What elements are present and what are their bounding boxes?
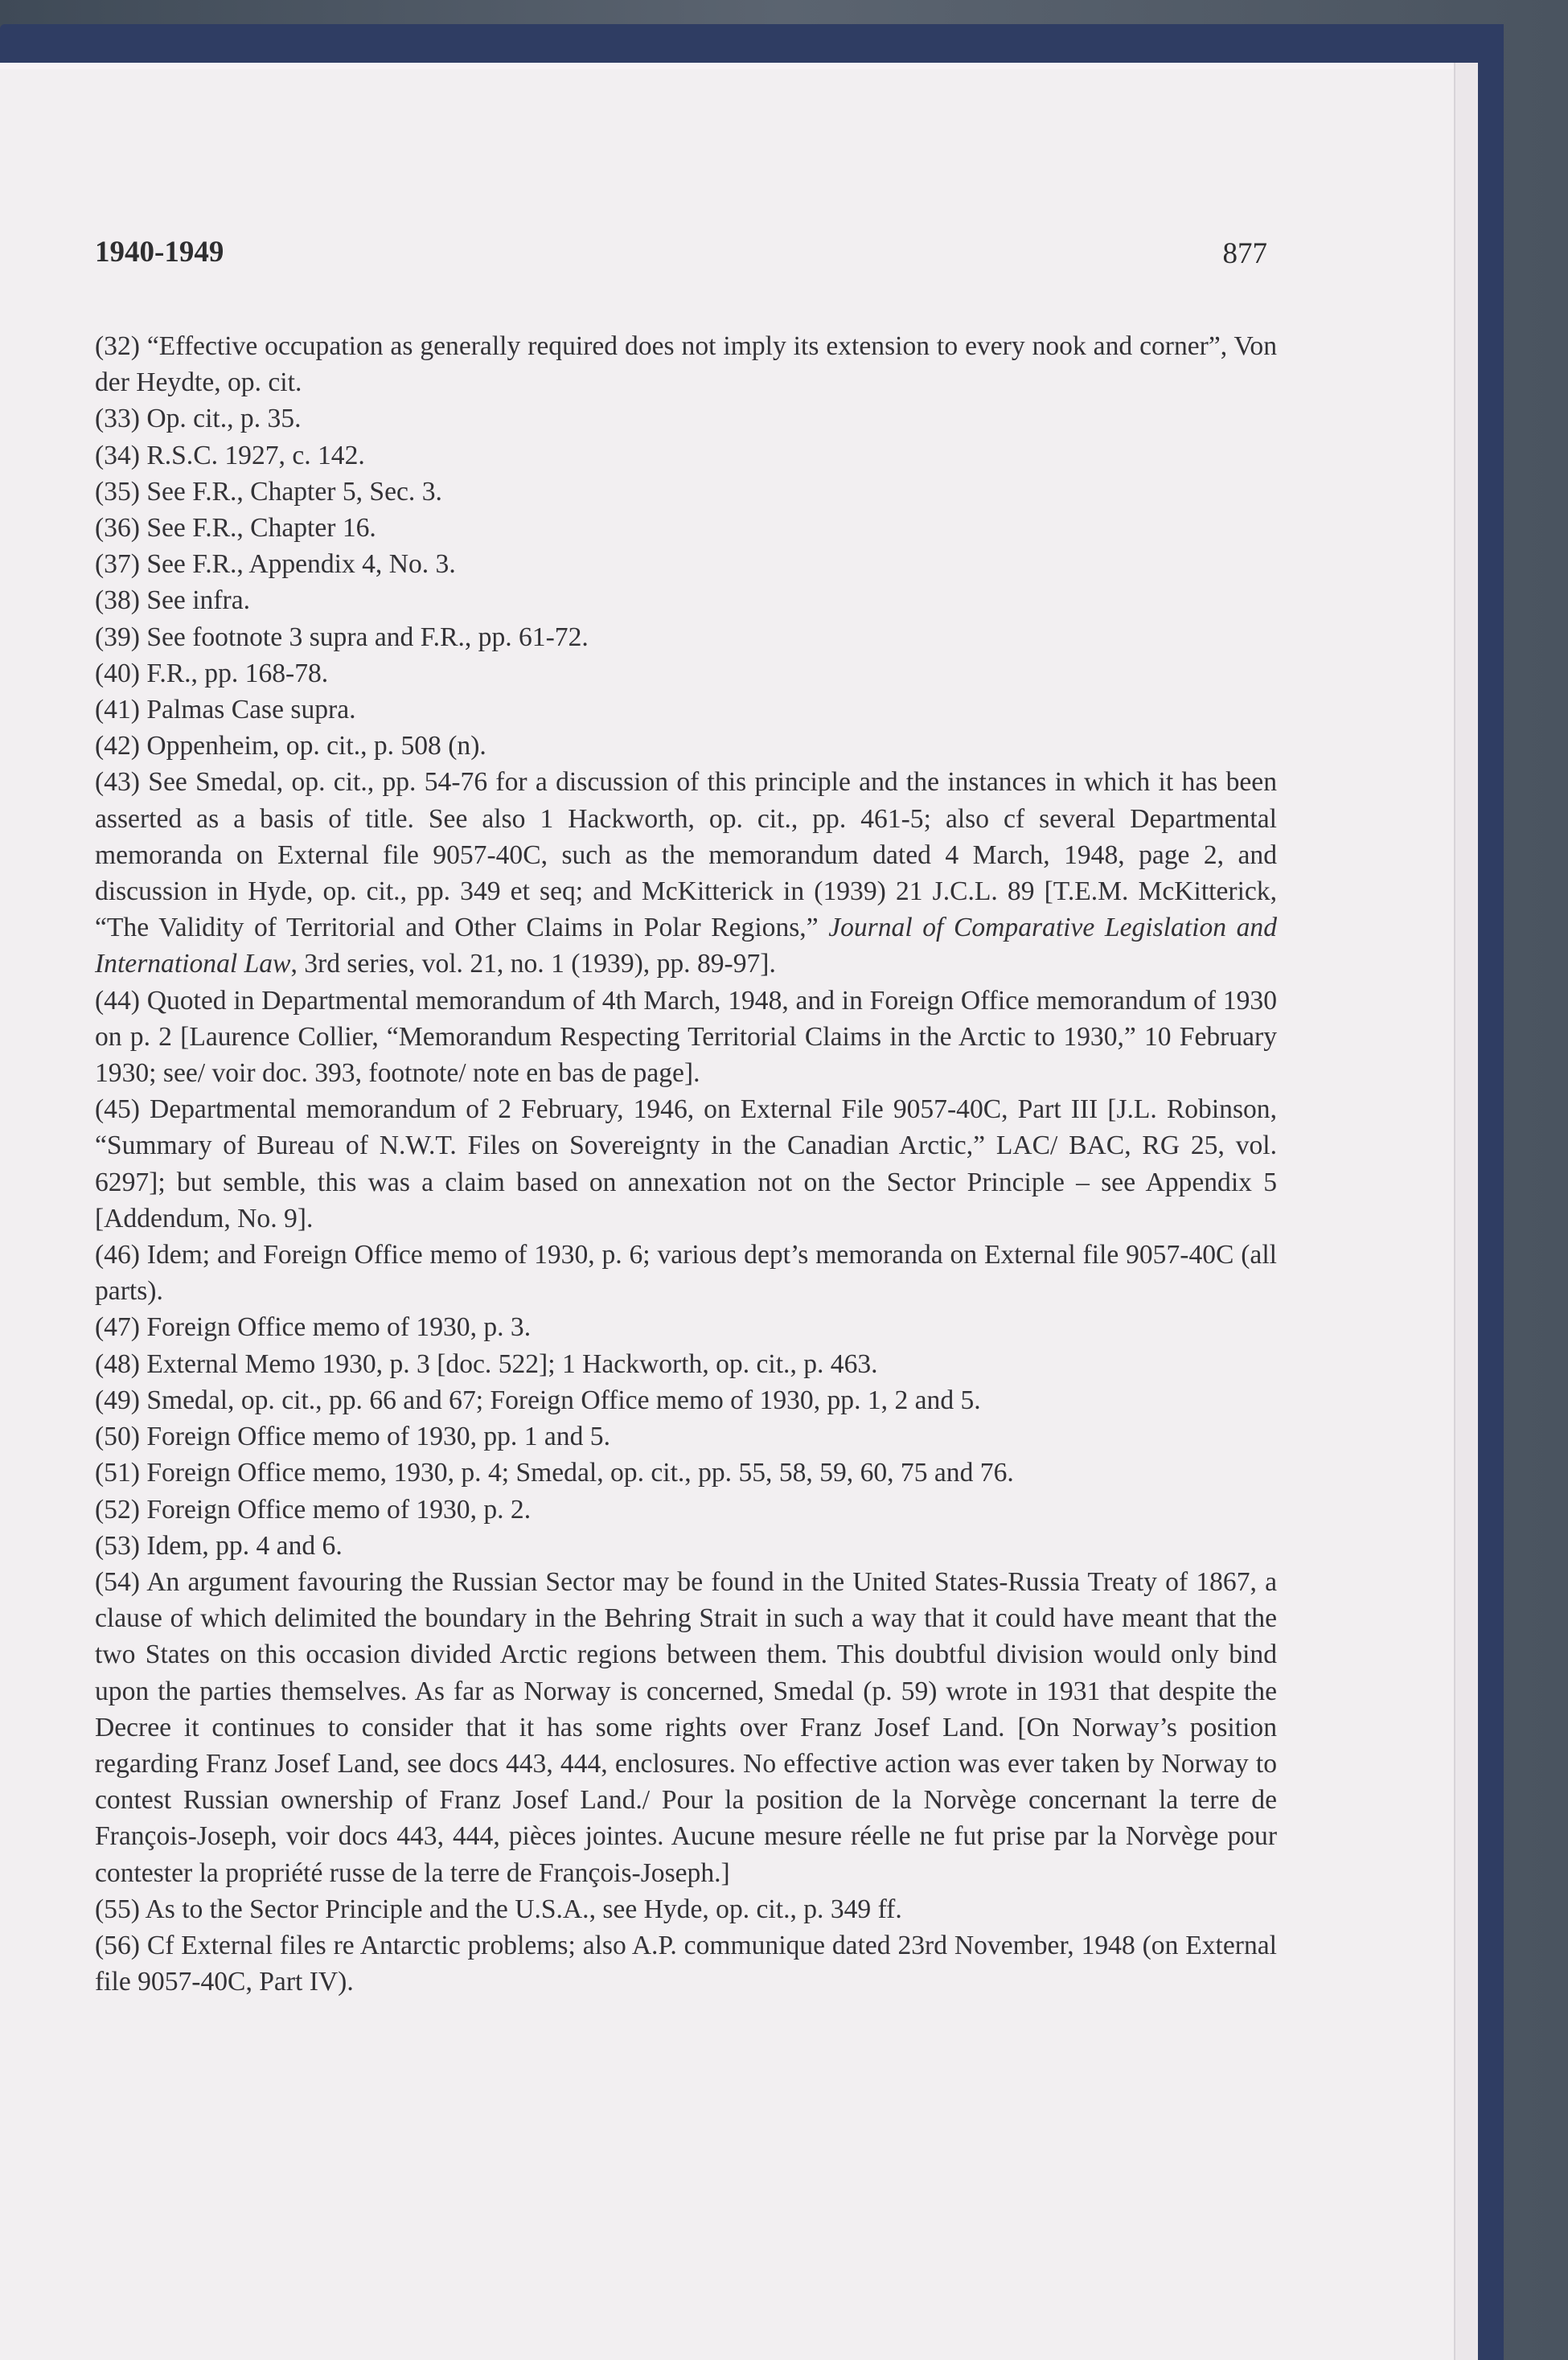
endnote-56: (56) Cf External files re Antarctic problems; also A.P. communique dated 23rd November, 1948 (on External file 9057-40C, Part IV).: [95, 1930, 1277, 1997]
endnote-39: (39) See footnote 3 supra and F.R., pp. 61-72.: [95, 622, 589, 652]
endnote-36: (36) See F.R., Chapter 16.: [95, 513, 376, 544]
endnote-37: (37) See F.R., Appendix 4, No. 3.: [95, 549, 456, 580]
endnote-43: [95, 764, 1277, 982]
endnote-40: (40) F.R., pp. 168-78.: [95, 658, 329, 688]
endnotes: [95, 328, 1277, 2000]
endnote-33: (33) Op. cit., p. 35.: [95, 404, 302, 434]
endnote-38: (38) See infra.: [95, 585, 250, 616]
endnote-54: (54) An argument favouring the Russian Sector may be found in the United States-Russia Treaty of 1867, a clause of which delimited the boundary in the Behring Strait in such a way that it could have meant that the two States on this occasion divided Arctic regions between them. This doubtful division would only bind upon the parties themselves. As far as Norway is concerned, Smedal (p. 59) wrote in 1931 that despite the Decree it continues to consider that it has some rights over Franz Josef Land. [On Norway’s position regarding Franz Josef Land, see docs 443, 444, enclosures. No effective action was ever taken by Norway to contest Russian ownership of Franz Josef Land./ Pour la position de la Norvège concernant la terre de François-Joseph, voir docs 443, 444, pièces jointes. Aucune mesure réelle ne fut prise par la Norvège pour contester la propriété russe de la terre de François-Joseph.]: [95, 1566, 1277, 1888]
endnote-32: (32) “Effective occupation as generally required does not imply its extension to every nook and corner”, Von der Heydte, op. cit.: [95, 331, 1277, 398]
endnote-48: (48) External Memo 1930, p. 3 [doc. 522]; 1 Hackworth, op. cit., p. 463.: [95, 1348, 878, 1379]
endnote-51: (51) Foreign Office memo, 1930, p. 4; Smedal, op. cit., pp. 55, 58, 59, 60, 75 and 76.: [95, 1458, 1014, 1488]
journal-title: Journal of Comparative Legislation and International Law: [95, 913, 1277, 979]
endnote-43-text-end: , 3rd series, vol. 21, no. 1 (1939), pp. 89-97].: [290, 949, 776, 979]
running-head: 1940-1949: [95, 236, 224, 269]
endnote-43-text: (43) See Smedal, op. cit., pp. 54-76 for a discussion of this principle and the instances in which it has been asserted as a basis of title. See also 1 Hackworth, op. cit., pp. 461-5; also cf several Departmental memoranda on External file 9057-40C, such as the memorandum dated 4 March, 1948, page 2, and discussion in Hyde, op. cit., pp. 349 et seq; and McKitterick in (1939) 21 J.C.L. 89 [T.E.M. McKitterick, “The Validity of Territorial and Other Claims in Polar Regions,”: [95, 767, 1277, 943]
endnote-53: (53) Idem, pp. 4 and 6.: [95, 1530, 343, 1561]
endnote-42: (42) Oppenheim, op. cit., p. 508 (n).: [95, 731, 486, 761]
endnote-35: (35) See F.R., Chapter 5, Sec. 3.: [95, 476, 442, 507]
endnote-55: (55) As to the Sector Principle and the U.S.A., see Hyde, op. cit., p. 349 ff.: [95, 1894, 902, 1924]
endnote-41: (41) Palmas Case supra.: [95, 695, 356, 725]
endnote-34: (34) R.S.C. 1927, c. 142.: [95, 440, 365, 470]
endnote-44: (44) Quoted in Departmental memorandum of 4th March, 1948, and in Foreign Office memorandum of 1930 on p. 2 [Laurence Collier, “Memorandum Respecting Territorial Claims in the Arctic to 1930,” 10 February 1930; see/ voir doc. 393, footnote/ note en bas de page].: [95, 985, 1277, 1089]
endnote-47: (47) Foreign Office memo of 1930, p. 3.: [95, 1312, 532, 1343]
endnote-52: (52) Foreign Office memo of 1930, p. 2.: [95, 1494, 532, 1525]
endnote-50: (50) Foreign Office memo of 1930, pp. 1 and 5.: [95, 1422, 610, 1452]
endnote-46: (46) Idem; and Foreign Office memo of 1930, p. 6; various dept’s memoranda on External file 9057-40C (all parts).: [95, 1240, 1277, 1307]
endnote-45: (45) Departmental memorandum of 2 February, 1946, on External File 9057-40C, Part III [J.L. Robinson, “Summary of Bureau of N.W.T. Files on Sovereignty in the Canadian Arctic,” LAC/ BAC, RG 25, vol. 6297]; but semble, this was a claim based on annexation not on the Sector Principle – see Appendix 5 [Addendum, No. 9].: [95, 1094, 1277, 1233]
page-number: 877: [1222, 237, 1267, 270]
endnote-49: (49) Smedal, op. cit., pp. 66 and 67; Foreign Office memo of 1930, pp. 1, 2 and 5.: [95, 1385, 981, 1415]
